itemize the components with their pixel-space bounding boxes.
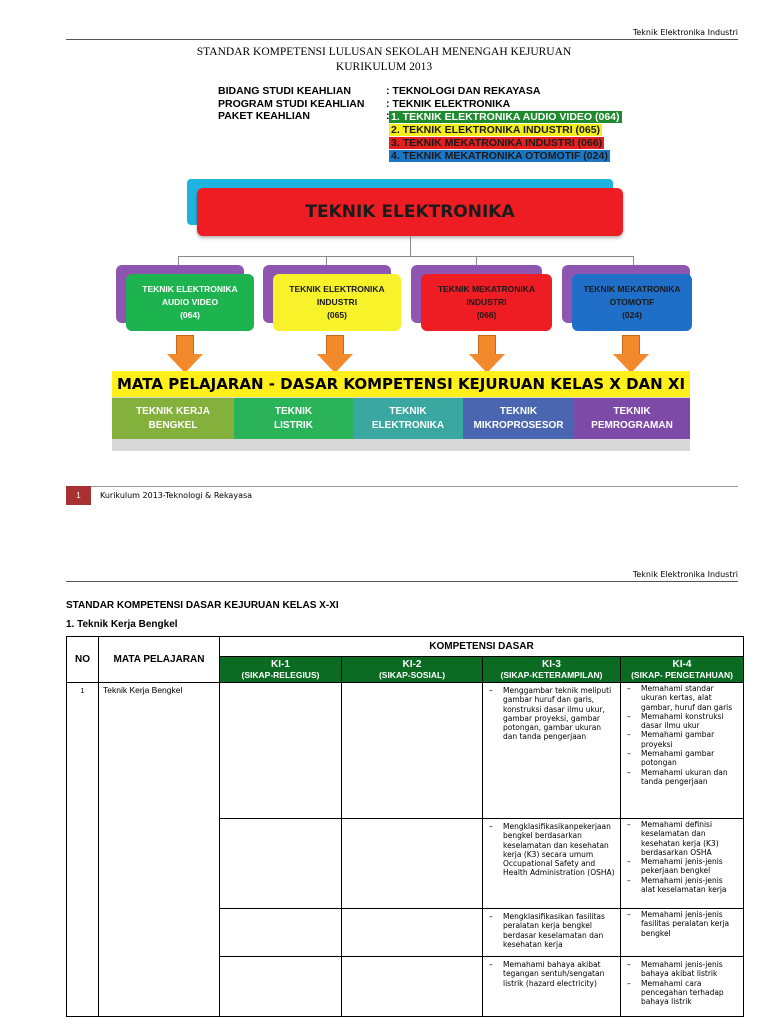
mata-pelajaran-banner: MATA PELAJARAN - DASAR KOMPETENSI KEJURUAN KELAS X DAN XI [112,371,690,397]
subject-line: MIKROPROSESOR [473,419,564,431]
ki2-cell [342,819,483,909]
table-row [67,683,744,819]
info-value: : [386,110,390,122]
header-rule [66,39,738,40]
ki3-cell [483,909,621,957]
subject-teknik-pemrograman [574,398,690,439]
list-item: – Memahami definisi keselamatan dan kesehatan kerja (K3) berdasarkan OSHA [625,820,739,857]
kompetensi-dasar-table [66,636,744,1017]
ki3-cell [483,819,621,909]
ki4-cell [621,909,744,957]
ki3-cell [483,957,621,1017]
info-value: : TEKNIK ELEKTRONIKA [386,98,511,110]
package-line: TEKNIK MEKATRONIKA [583,284,681,294]
info-row-bidang [0,85,768,97]
col-header-no: NO [67,637,99,683]
subject-line: TEKNIK [274,405,313,417]
package-code: (065) [327,310,347,320]
paket-item-064: 1. TEKNIK ELEKTRONIKA AUDIO VIDEO (064) [391,111,620,123]
col-header-kompetensi-dasar: KOMPETENSI DASAR [220,637,744,657]
footer-rule [66,486,738,487]
section-heading: STANDAR KOMPETENSI DASAR KEJURUAN KELAS X-XI [66,600,339,611]
list-item: – Memahami gambar proyeksi [625,730,739,749]
package-code: (024) [622,310,642,320]
ki2-cell [342,957,483,1017]
list-item: – Memahami standar ukuran kertas, alat gambar, huruf dan garis [625,684,739,712]
list-item: – Memahami jenis-jenis bahaya akibat listrik [625,960,739,979]
package-code: (066) [476,310,497,320]
ki1-cell [220,683,342,819]
package-line: OTOMOTIF [609,297,655,307]
col-header-ki1 [220,657,342,683]
info-row-paket [0,110,768,122]
list-item: – Memahami cara pencegahan terhadap bahaya listrik [625,979,739,1007]
ki4-cell [621,819,744,909]
subject-teknik-kerja-bengkel [112,398,234,439]
down-arrow-icon [167,335,203,375]
list-item: – Memahami jenis-jenis alat keselamatan kerja [625,876,739,895]
list-item: – Mengklasifikasikanpekerjaan bengkel berdasarkan keselamatan dan kesehatan kerja (K3) secara umum Occupational Safety and Health Administration (OSHA) [487,822,616,878]
subject-teknik-elektronika [353,398,463,439]
list-item: – Memahami konstruksi dasar ilmu ukur [625,712,739,731]
info-label: PROGRAM STUDI KEAHLIAN [218,98,365,110]
ki-desc: (SIKAP- PENGETAHUAN) [631,669,733,680]
ki-name: KI-3 [542,658,561,670]
info-value: : TEKNOLOGI DAN REKAYASA [386,85,541,97]
ki4-cell [621,683,744,819]
subject-line: ELEKTRONIKA [371,419,445,431]
col-header-ki4 [621,657,744,683]
page-header-right: Teknik Elektronika Industri [632,570,738,579]
page-number: 1 [66,486,91,505]
subject-line: TEKNIK [389,405,427,417]
row-mata-pelajaran: Teknik Kerja Bengkel [99,683,220,1017]
list-item: – Memahami gambar potongan [625,749,739,768]
ki1-cell [220,819,342,909]
paket-item-024: 4. TEKNIK MEKATRONIKA OTOMOTIF (024) [391,150,608,162]
paket-item-066: 3. TEKNIK MEKATRONIKA INDUSTRI (066) [391,137,603,149]
package-box-audio-video [126,274,254,331]
list-item: – Mengklasifikasikan fasilitas peralatan kerja bengkel berdasar keselamatan dan kesehatan kerja [487,912,616,949]
ki-desc: (SIKAP-RELEGIUS) [241,669,320,680]
ki1-cell [220,957,342,1017]
ki-name: KI-4 [672,658,692,670]
info-label: BIDANG STUDI KEAHLIAN [218,85,351,97]
header-rule [66,581,738,582]
down-arrow-icon [469,335,505,375]
col-header-ki3 [483,657,621,683]
info-row-program [0,98,768,110]
connector-line [410,236,411,256]
list-item: – Memahami jenis-jenis fasilitas peralatan kerja bengkel [625,910,739,938]
list-item: – Memahami jenis-jenis pekerjaan bengkel [625,857,739,876]
list-item: – Memahami ukuran dan tanda pengerjaan [625,768,739,787]
ki1-cell [220,909,342,957]
ki-desc: (SIKAP-SOSIAL) [378,669,446,680]
package-line: TEKNIK ELEKTRONIKA [289,284,385,294]
info-label: PAKET KEAHLIAN [218,110,310,122]
down-arrow-icon [317,335,353,375]
footer-text: Kurikulum 2013-Teknologi & Rekayasa [100,491,253,500]
subject-line: TEKNIK [499,405,538,417]
list-item: – Memahami bahaya akibat tegangan sentuh/sengatan listrik (hazard electricity) [487,960,616,988]
package-box-otomotif [572,274,692,331]
main-title-text: TEKNIK ELEKTRONIKA [305,202,515,222]
ki-desc: (SIKAP-KETERAMPILAN) [500,669,603,680]
subject-line: BENGKEL [148,419,198,431]
ki3-cell [483,683,621,819]
package-line: INDUSTRI [316,297,358,307]
section-subheading: 1. Teknik Kerja Bengkel [66,619,178,630]
subject-line: PEMROGRAMAN [591,419,673,431]
package-line: TEKNIK MEKATRONIKA [437,284,536,294]
connector-line [178,256,633,257]
package-line: INDUSTRI [466,297,507,307]
down-arrow-icon [613,335,649,375]
ki4-cell [621,957,744,1017]
package-line: AUDIO VIDEO [161,297,219,307]
subject-teknik-listrik [234,398,353,439]
package-line: TEKNIK ELEKTRONIKA [142,284,238,294]
list-item: – Menggambar teknik meliputi gambar huruf dan garis, konstruksi dasar ilmu ukur, gambar proyeksi, gambar potongan, gambar ukuran dan tanda pengerjaan [487,686,616,742]
subject-teknik-mikroprosesor [463,398,574,439]
package-code: (064) [180,310,200,320]
ki2-cell [342,683,483,819]
col-header-ki2 [342,657,483,683]
document-title: STANDAR KOMPETENSI LULUSAN SEKOLAH MENENGAH KEJURUAN [196,46,572,58]
subject-line: LISTRIK [274,419,313,431]
package-box-mekatronika-industri [421,274,552,331]
subject-line: TEKNIK [613,405,651,417]
ki2-cell [342,909,483,957]
paket-item-065: 2. TEKNIK ELEKTRONIKA INDUSTRI (065) [391,124,601,136]
col-header-mata-pelajaran: MATA PELAJARAN [99,637,220,683]
subject-line: TEKNIK KERJA [136,405,210,417]
document-subtitle: KURIKULUM 2013 [335,61,433,73]
page-header-right: Teknik Elektronika Industri [632,28,738,37]
row-no: 1 [67,683,99,1017]
ki-name: KI-1 [271,658,290,670]
package-box-industri [273,274,401,331]
main-title-box [197,188,623,236]
ki-name: KI-2 [402,658,422,670]
